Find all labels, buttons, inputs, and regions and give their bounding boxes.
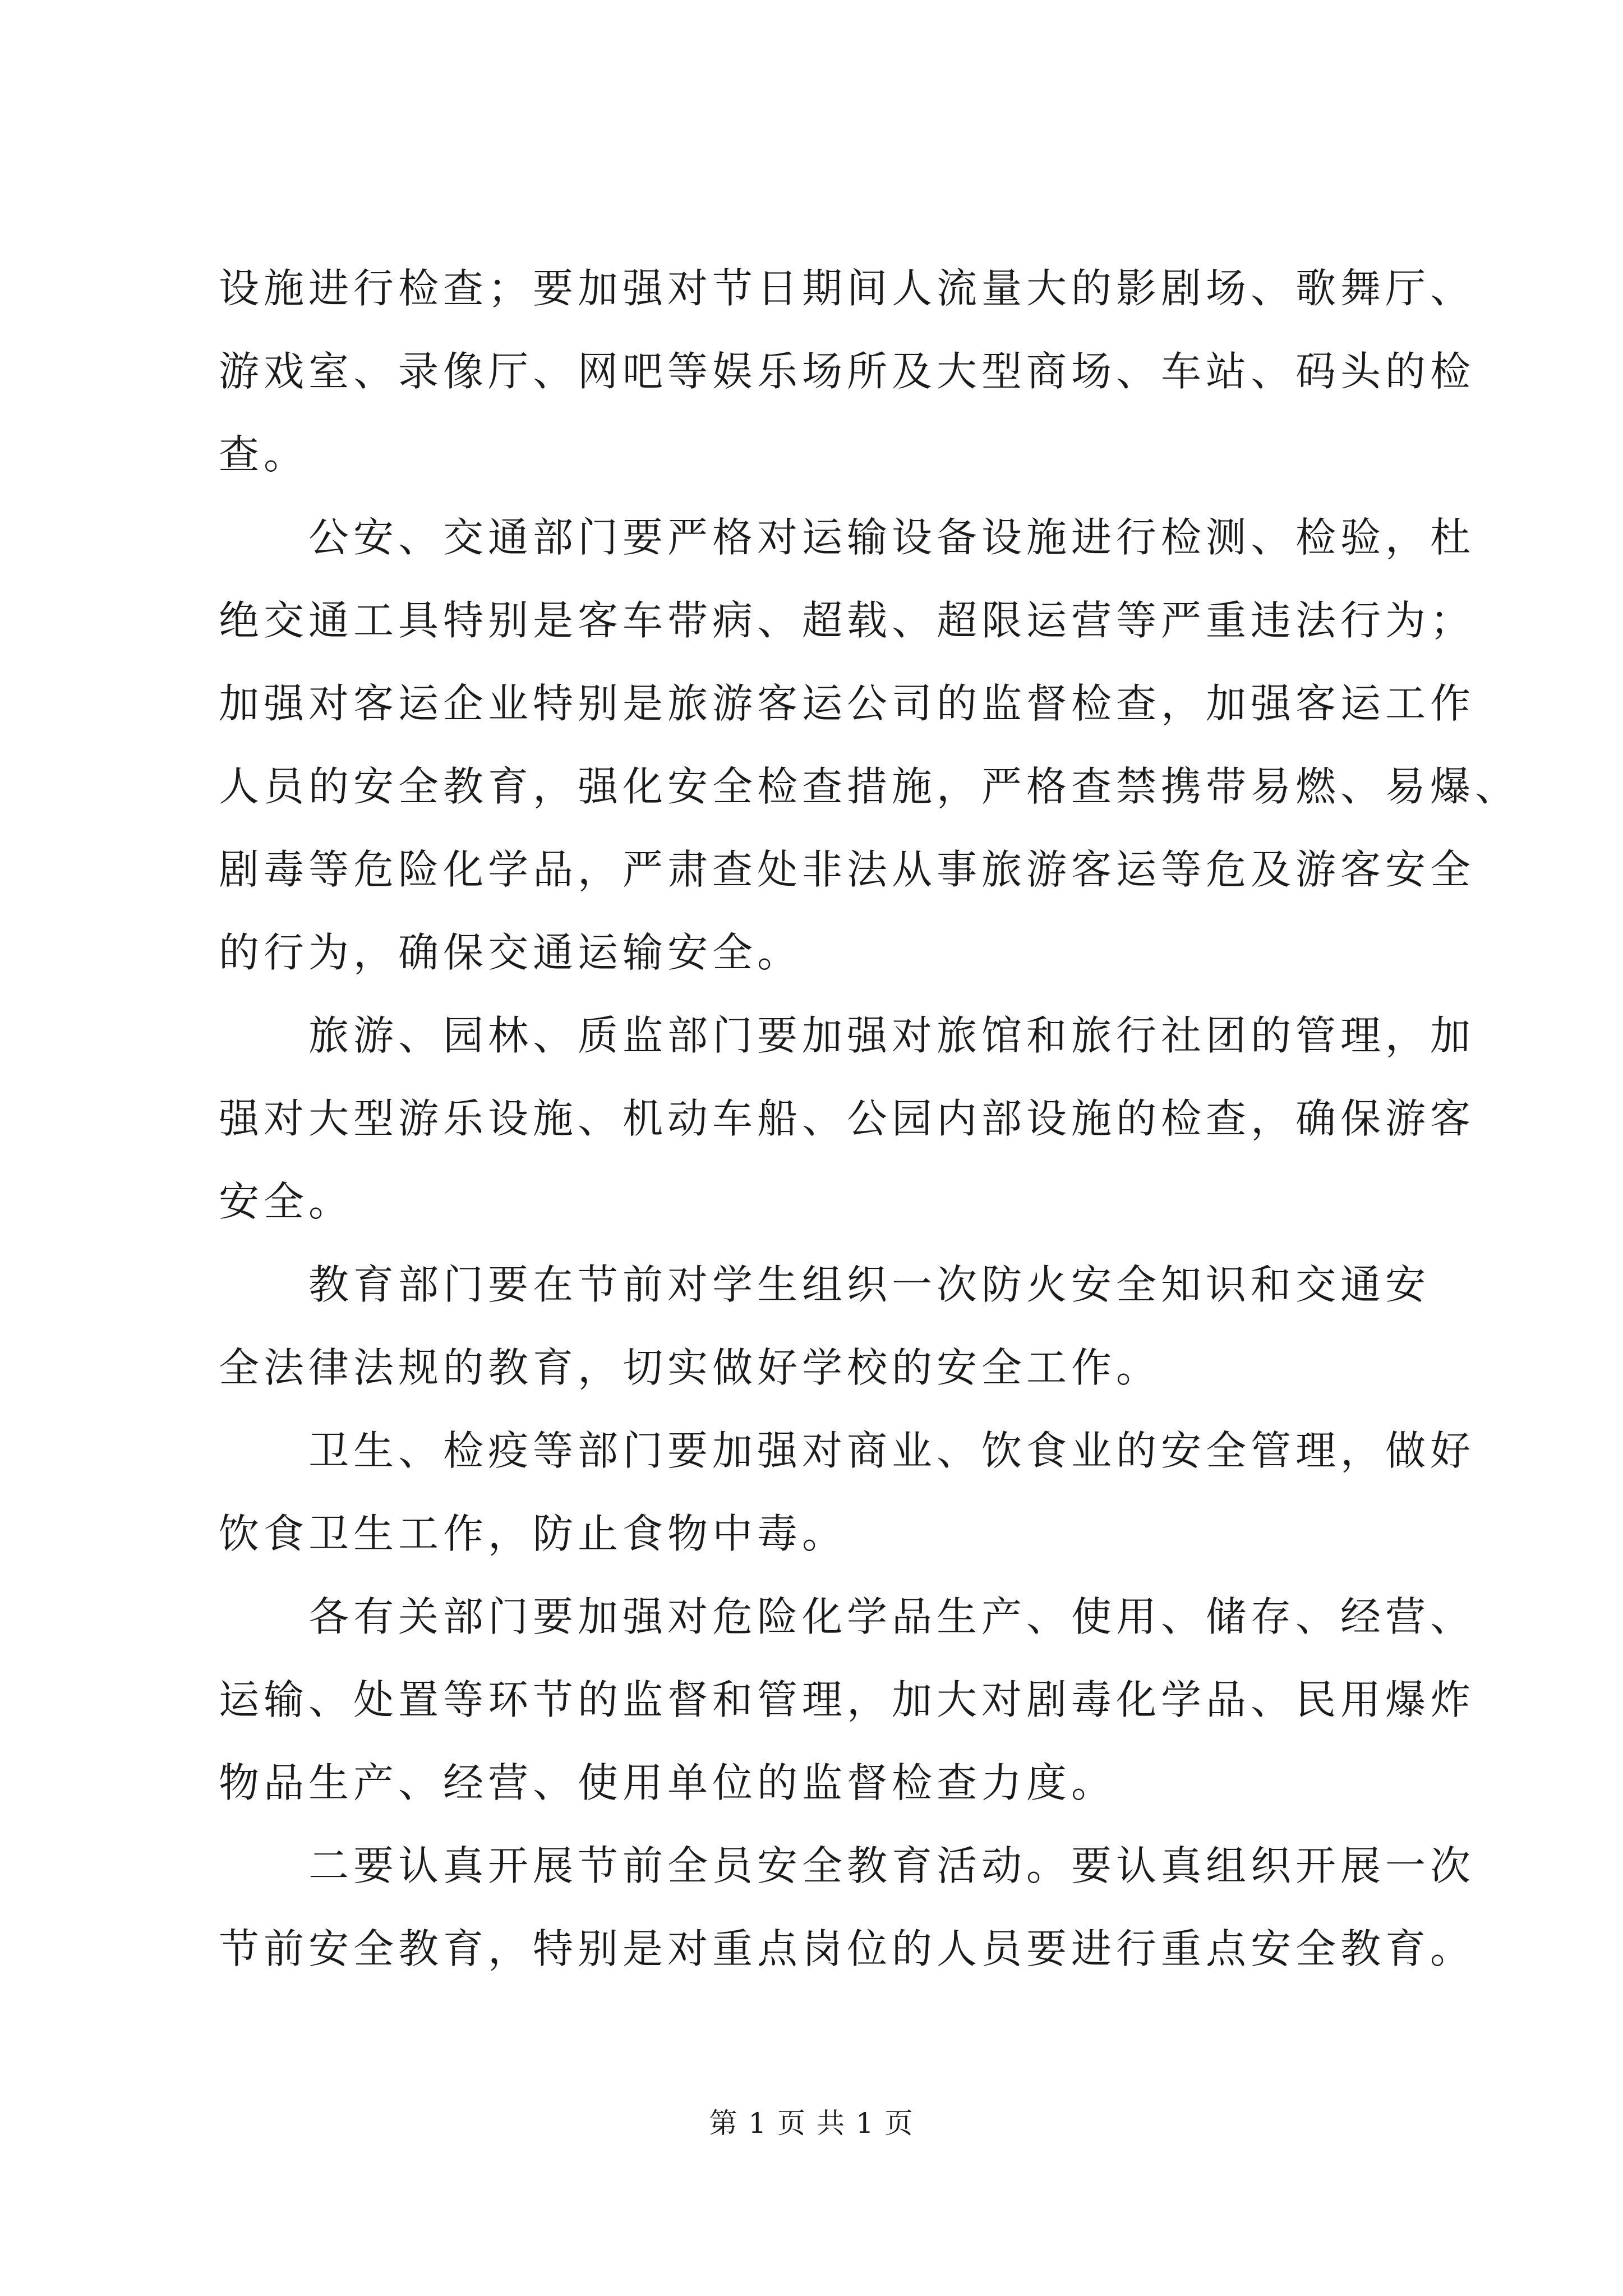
- paragraph-first-line: 公安、交通部门要严格对运输设备设施进行检测、检验，杜: [308, 514, 1476, 561]
- text-line: 加强对客运企业特别是旅游客运公司的监督检查，加强客运工作: [219, 680, 1476, 727]
- text-line: 运输、处置等环节的监督和管理，加大对剧毒化学品、民用爆炸: [219, 1676, 1476, 1723]
- paragraph-first-line: 二要认真开展节前全员安全教育活动。要认真组织开展一次: [308, 1842, 1476, 1889]
- text-line: 绝交通工具特别是客车带病、超载、超限运营等严重违法行为；: [219, 597, 1476, 644]
- paragraph-first-line: 旅游、园林、质监部门要加强对旅馆和旅行社团的管理，加: [308, 1012, 1476, 1059]
- text-line: 设施进行检查；要加强对节日期间人流量大的影剧场、歌舞厅、: [219, 265, 1476, 312]
- text-line: 饮食卫生工作，防止食物中毒。: [219, 1510, 847, 1557]
- paragraph-first-line: 各有关部门要加强对危险化学品生产、使用、储存、经营、: [308, 1593, 1476, 1640]
- page-number-footer: 第 1 页 共 1 页: [709, 2107, 914, 2139]
- text-line: 查。: [219, 431, 309, 478]
- text-line: 游戏室、录像厅、网吧等娱乐场所及大型商场、车站、码头的检: [219, 348, 1476, 395]
- text-line: 剧毒等危险化学品，严肃查处非法从事旅游客运等危及游客安全: [219, 846, 1476, 893]
- text-line: 节前安全教育，特别是对重点岗位的人员要进行重点安全教育。: [219, 1925, 1476, 1972]
- text-line: 全法律法规的教育，切实做好学校的安全工作。: [219, 1344, 1161, 1391]
- document-body: [219, 247, 1520, 1990]
- paragraph-first-line: 卫生、检疫等部门要加强对商业、饮食业的安全管理，做好: [308, 1427, 1476, 1474]
- text-line: 人员的安全教育，强化安全检查措施，严格查禁携带易燃、易爆、: [219, 763, 1520, 810]
- paragraph-first-line: 教育部门要在节前对学生组织一次防火安全知识和交通安: [308, 1261, 1431, 1308]
- text-line: 强对大型游乐设施、机动车船、公园内部设施的检查，确保游客: [219, 1095, 1476, 1142]
- text-line: 的行为，确保交通运输安全。: [219, 929, 803, 976]
- text-line: 安全。: [219, 1178, 354, 1225]
- text-line: 物品生产、经营、使用单位的监督检查力度。: [219, 1759, 1117, 1806]
